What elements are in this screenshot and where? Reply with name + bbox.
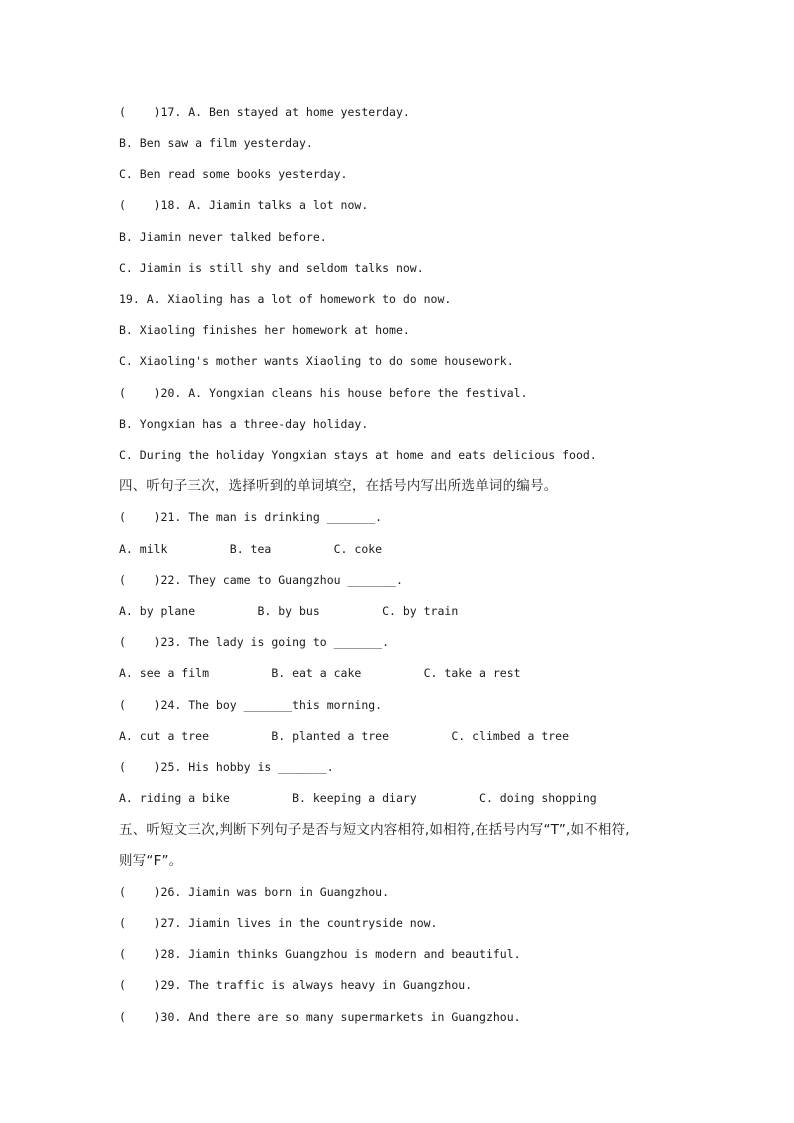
question-19: 19. A. Xiaoling has a lot of homework to do now. bbox=[119, 292, 452, 306]
question-23: ( )23. The lady is going to _______. bbox=[119, 635, 390, 649]
question-25: ( )25. His hobby is _______. bbox=[119, 760, 334, 774]
question-20-option-c: C. During the holiday Yongxian stays at home and eats delicious food. bbox=[119, 448, 597, 462]
question-17-option-b: B. Ben saw a film yesterday. bbox=[119, 136, 313, 150]
question-25-options: A. riding a bike B. keeping a diary C. doing shopping bbox=[119, 791, 597, 805]
question-22: ( )22. They came to Guangzhou _______. bbox=[119, 573, 403, 587]
question-18-option-c: C. Jiamin is still shy and seldom talks now. bbox=[119, 261, 424, 275]
question-23-options: A. see a film B. eat a cake C. take a rest bbox=[119, 666, 521, 680]
question-21: ( )21. The man is drinking _______. bbox=[119, 510, 383, 524]
question-28: ( )28. Jiamin thinks Guangzhou is modern and beautiful. bbox=[119, 947, 521, 961]
question-19-option-c: C. Xiaoling's mother wants Xiaoling to do some housework. bbox=[119, 354, 514, 368]
question-18-option-b: B. Jiamin never talked before. bbox=[119, 230, 327, 244]
question-21-options: A. milk B. tea C. coke bbox=[119, 542, 383, 556]
question-17-option-c: C. Ben read some books yesterday. bbox=[119, 167, 348, 181]
question-27: ( )27. Jiamin lives in the countryside now. bbox=[119, 916, 438, 930]
question-17: ( )17. A. Ben stayed at home yesterday. bbox=[119, 105, 410, 119]
question-20-option-b: B. Yongxian has a three-day holiday. bbox=[119, 417, 369, 431]
section-4-heading: 四、听句子三次，选择听到的单词填空，在括号内写出所选单词的编号。 bbox=[119, 478, 558, 494]
question-22-options: A. by plane B. by bus C. by train bbox=[119, 604, 459, 618]
section-5-heading-line-2: 则写“F”。 bbox=[119, 853, 183, 869]
section-5-heading-line-1: 五、听短文三次,判断下列句子是否与短文内容相符,如相符,在括号内写“T”,如不相符, bbox=[119, 822, 630, 838]
question-24-options: A. cut a tree B. planted a tree C. climbed a tree bbox=[119, 729, 570, 743]
question-24: ( )24. The boy _______this morning. bbox=[119, 698, 383, 712]
question-20: ( )20. A. Yongxian cleans his house before the festival. bbox=[119, 386, 528, 400]
question-26: ( )26. Jiamin was born in Guangzhou. bbox=[119, 885, 390, 899]
question-30: ( )30. And there are so many supermarkets in Guangzhou. bbox=[119, 1010, 521, 1024]
question-18: ( )18. A. Jiamin talks a lot now. bbox=[119, 198, 369, 212]
question-29: ( )29. The traffic is always heavy in Guangzhou. bbox=[119, 978, 473, 992]
question-19-option-b: B. Xiaoling finishes her homework at home. bbox=[119, 323, 410, 337]
